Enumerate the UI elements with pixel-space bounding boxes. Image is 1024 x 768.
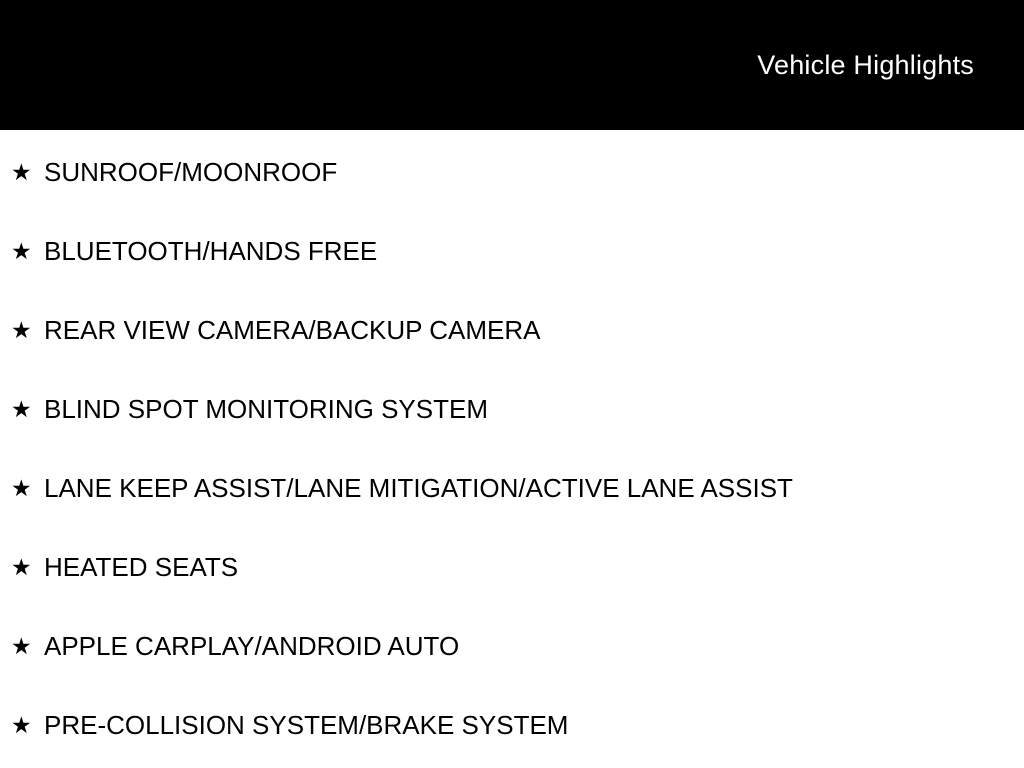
- list-item: [0, 370, 1024, 449]
- star-icon: ★: [11, 159, 32, 185]
- star-icon: ★: [11, 475, 32, 501]
- highlight-label: LANE KEEP ASSIST/LANE MITIGATION/ACTIVE LANE ASSIST: [44, 473, 793, 503]
- highlight-label: SUNROOF/MOONROOF: [44, 157, 338, 187]
- star-icon: ★: [11, 238, 32, 264]
- highlight-label: BLUETOOTH/HANDS FREE: [44, 236, 378, 266]
- list-item: [0, 291, 1024, 370]
- highlight-label: BLIND SPOT MONITORING SYSTEM: [44, 394, 488, 424]
- list-item: [0, 686, 1024, 765]
- star-icon: ★: [11, 554, 32, 580]
- list-item: [0, 528, 1024, 607]
- highlight-label: HEATED SEATS: [44, 552, 239, 582]
- highlight-label: PRE-COLLISION SYSTEM/BRAKE SYSTEM: [44, 710, 569, 740]
- list-item: [0, 212, 1024, 291]
- list-item: [0, 133, 1024, 212]
- star-icon: ★: [11, 317, 32, 343]
- page-title: Vehicle Highlights: [757, 49, 974, 80]
- highlight-label: REAR VIEW CAMERA/BACKUP CAMERA: [44, 315, 541, 345]
- star-icon: ★: [11, 712, 32, 738]
- list-item: [0, 607, 1024, 686]
- highlights-list: [0, 130, 1024, 765]
- list-item: [0, 449, 1024, 528]
- star-icon: ★: [11, 396, 32, 422]
- star-icon: ★: [11, 633, 32, 659]
- highlight-label: APPLE CARPLAY/ANDROID AUTO: [44, 631, 460, 661]
- header-bar: [0, 0, 1024, 130]
